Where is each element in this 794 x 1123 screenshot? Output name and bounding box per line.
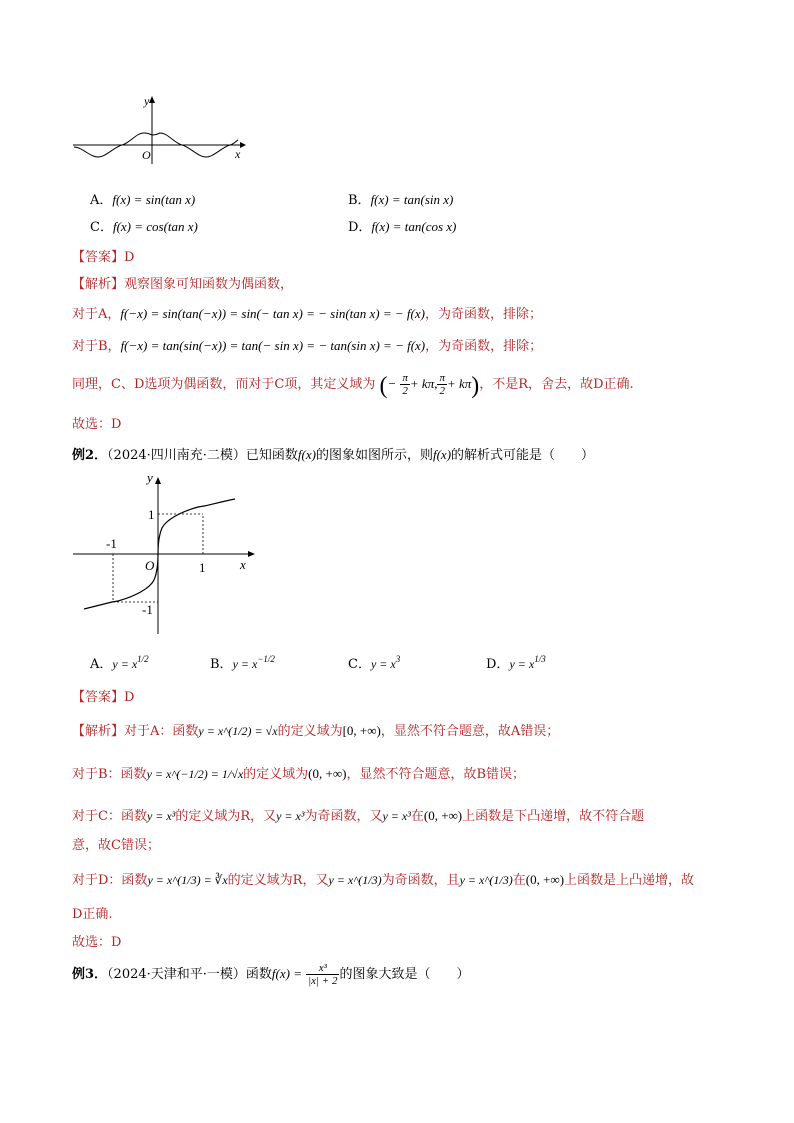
q3-stem-a: 函数 bbox=[245, 967, 272, 982]
option-a-expr: f(x) = sin(tan x) bbox=[112, 192, 196, 207]
q2-stem-b: 的图象如图所示，则 bbox=[315, 448, 433, 463]
q2-c-prefix: 对于C：函数 bbox=[72, 809, 147, 824]
q2-d-math1: y = x^(1/3) = ∛x bbox=[147, 873, 228, 887]
domain-right-paren: ) bbox=[471, 373, 480, 399]
option-b-label: B． bbox=[348, 193, 371, 208]
line-b-math: f(−x) = tan(sin(−x)) = tan(− sin x) = − tan(sin x) = − f(x) bbox=[120, 338, 426, 353]
figure2-origin-label: O bbox=[145, 558, 155, 573]
figure2-y-arrow bbox=[155, 477, 161, 484]
option-a-label: A． bbox=[90, 193, 113, 208]
line-b-suffix: ，为奇函数，排除； bbox=[425, 339, 543, 354]
q2-option-c-base: y = x bbox=[370, 657, 396, 671]
q3-stem bbox=[72, 962, 470, 987]
figure1-origin-label: O bbox=[142, 148, 151, 162]
figure2-xtick-pos: 1 bbox=[199, 560, 206, 575]
q2-b-domain: (0, +∞) bbox=[308, 766, 347, 781]
q2-analysis-b bbox=[72, 763, 525, 782]
q2-d-domain: (0, +∞) bbox=[525, 872, 565, 887]
q2-answer: 【答案】D bbox=[72, 690, 135, 705]
q2-stem-a: 已知函数 bbox=[245, 448, 298, 463]
figure2-x-label: x bbox=[240, 557, 246, 572]
q2-d-mid3: 在 bbox=[512, 873, 526, 888]
q1-conclusion: 故选：D bbox=[72, 417, 122, 432]
q2-option-d bbox=[486, 653, 546, 672]
figure2-ytick-neg: -1 bbox=[142, 602, 153, 617]
figure2-graph bbox=[70, 468, 260, 638]
frac1-den: 2 bbox=[402, 385, 408, 397]
q2-option-c bbox=[348, 653, 400, 672]
q3-stem-b: 的图象大致是（ ） bbox=[339, 967, 470, 982]
q1-answer: 【答案】D bbox=[72, 250, 135, 265]
figure1-graph bbox=[70, 92, 250, 167]
q2-c-mid3: 在 bbox=[410, 809, 424, 824]
q2-d-prefix: 对于D：函数 bbox=[72, 873, 148, 888]
q1-analysis-line-c bbox=[72, 372, 634, 400]
domain-left-paren: ( bbox=[379, 373, 388, 399]
q2-option-a-base: y = x bbox=[112, 657, 138, 671]
q2-stem-c: 的解析式可能是（ ） bbox=[451, 448, 595, 463]
q2-d-math2: y = x^(1/3) bbox=[328, 873, 382, 887]
q2-d-suffix: 上函数是上凸递增，故 bbox=[564, 873, 695, 888]
q2-option-c-exp: 3 bbox=[395, 654, 401, 664]
q2-option-a-label: A． bbox=[90, 657, 113, 672]
figure1-x-arrow bbox=[240, 142, 246, 148]
q3-fraction bbox=[306, 962, 339, 987]
option-b-expr: f(x) = tan(sin x) bbox=[370, 192, 454, 207]
q2-c-math1: y = x³ bbox=[146, 809, 176, 823]
q2-analysis-d-cont: D正确. bbox=[72, 907, 113, 922]
figure2-y-label: y bbox=[147, 470, 153, 485]
option-d-expr: f(x) = tan(cos x) bbox=[371, 219, 457, 234]
q2-option-a-exp: 1/2 bbox=[137, 654, 149, 664]
q2-option-b bbox=[210, 653, 275, 672]
line-a-prefix: 对于A， bbox=[72, 307, 121, 322]
figure1-y-label: y bbox=[144, 94, 150, 108]
q2-c-suffix: 上函数是下凸递增，故不符合题 bbox=[462, 809, 645, 824]
q2-a-domain: [0, +∞) bbox=[342, 723, 381, 738]
frac1-num: π bbox=[402, 372, 408, 384]
figure2-xtick-neg: -1 bbox=[106, 536, 117, 551]
q2-fx2: f(x) bbox=[432, 447, 452, 462]
q3-denominator: |x| + 2 bbox=[308, 975, 338, 987]
q2-option-a bbox=[90, 653, 149, 672]
q2-b-math: y = x^(−1/2) = 1/√x bbox=[146, 767, 244, 781]
q2-fx1: f(x) bbox=[297, 447, 316, 462]
q2-c-mid1: 的定义域为R，又 bbox=[175, 809, 277, 824]
q2-c-mid2: 为奇函数，又 bbox=[304, 809, 383, 824]
q2-analysis-tag: 【解析】 bbox=[72, 724, 125, 739]
option-c-expr: f(x) = cos(tan x) bbox=[112, 219, 198, 234]
q2-a-mid: 的定义域为 bbox=[277, 724, 343, 739]
q2-c-domain: (0, +∞) bbox=[423, 808, 463, 823]
q2-analysis-c bbox=[72, 805, 644, 824]
q2-b-suffix: ，显然不符合题意，故B错误； bbox=[346, 767, 525, 782]
q3-source: （2024·天津和平·一模） bbox=[107, 967, 246, 982]
option-c-label: C． bbox=[90, 220, 113, 235]
line-a-math: f(−x) = sin(tan(−x)) = sin(− tan x) = − sin(tan x) = − f(x) bbox=[120, 306, 425, 321]
analysis-intro-text: 观察图象可知函数为偶函数， bbox=[124, 277, 294, 292]
q2-c-math3: y = x³ bbox=[382, 809, 411, 823]
figure2-ytick-pos: 1 bbox=[148, 507, 155, 522]
q2-source: （2024·四川南充·二模） bbox=[107, 448, 246, 463]
q3-label: 例3． bbox=[72, 967, 108, 982]
domain-frac-2 bbox=[437, 372, 447, 397]
line-c-suffix: ，不是R，舍去，故D正确. bbox=[479, 377, 634, 392]
q2-d-mid2: 为奇函数，且 bbox=[381, 873, 460, 888]
q3-numerator: x³ bbox=[306, 962, 339, 975]
q2-analysis-d bbox=[72, 869, 694, 888]
frac2-num: π bbox=[439, 372, 445, 384]
domain-minus: − bbox=[387, 376, 397, 391]
q1-analysis-intro bbox=[72, 273, 293, 292]
domain-right: + kπ bbox=[446, 376, 472, 391]
figure2-x-arrow bbox=[248, 551, 255, 557]
q1-option-c bbox=[90, 216, 198, 235]
line-b-prefix: 对于B， bbox=[72, 339, 121, 354]
domain-frac-1 bbox=[400, 372, 410, 397]
q1-analysis-line-b bbox=[72, 335, 542, 354]
q3-fx: f(x) = bbox=[271, 966, 302, 981]
q2-analysis-c-cont: 意，故C错误； bbox=[72, 838, 160, 853]
q2-a-math: y = x^(1/2) = √x bbox=[198, 724, 278, 738]
q2-a-prefix: 对于A：函数 bbox=[124, 724, 199, 739]
analysis-tag: 【解析】 bbox=[72, 277, 125, 292]
q2-c-math2: y = x³ bbox=[276, 809, 305, 823]
q2-d-math3: y = x^(1/3) bbox=[459, 873, 513, 887]
figure1-x-label: x bbox=[235, 147, 241, 161]
line-c-prefix: 同理，C、D选项为偶函数，而对于C项，其定义域为 bbox=[72, 377, 376, 392]
q2-stem bbox=[72, 444, 594, 463]
frac2-den: 2 bbox=[439, 385, 445, 397]
q2-option-d-base: y = x bbox=[509, 657, 535, 671]
domain-mid: + kπ, bbox=[409, 376, 438, 391]
q2-option-c-label: C． bbox=[348, 657, 371, 672]
line-a-suffix: ，为奇函数，排除； bbox=[424, 307, 542, 322]
figure1-y-arrow bbox=[149, 96, 155, 103]
option-d-label: D． bbox=[348, 220, 372, 235]
q2-b-prefix: 对于B：函数 bbox=[72, 767, 147, 782]
q2-option-d-exp: 1/3 bbox=[534, 654, 546, 664]
q1-option-b bbox=[348, 189, 453, 208]
q2-d-mid1: 的定义域为R，又 bbox=[227, 873, 329, 888]
q2-option-b-label: B． bbox=[210, 657, 233, 672]
q2-conclusion: 故选：D bbox=[72, 935, 122, 950]
q2-option-b-base: y = x bbox=[232, 657, 258, 671]
q2-analysis-a bbox=[72, 720, 559, 739]
q1-option-d bbox=[348, 216, 456, 235]
q2-b-mid: 的定义域为 bbox=[243, 767, 309, 782]
q2-a-suffix: ，显然不符合题意，故A错误； bbox=[380, 724, 560, 739]
q2-option-d-label: D． bbox=[486, 657, 510, 672]
q2-label: 例2． bbox=[72, 448, 108, 463]
q1-option-a bbox=[90, 189, 195, 208]
q1-analysis-line-a bbox=[72, 303, 542, 322]
q2-option-b-exp: −1/2 bbox=[257, 654, 275, 664]
